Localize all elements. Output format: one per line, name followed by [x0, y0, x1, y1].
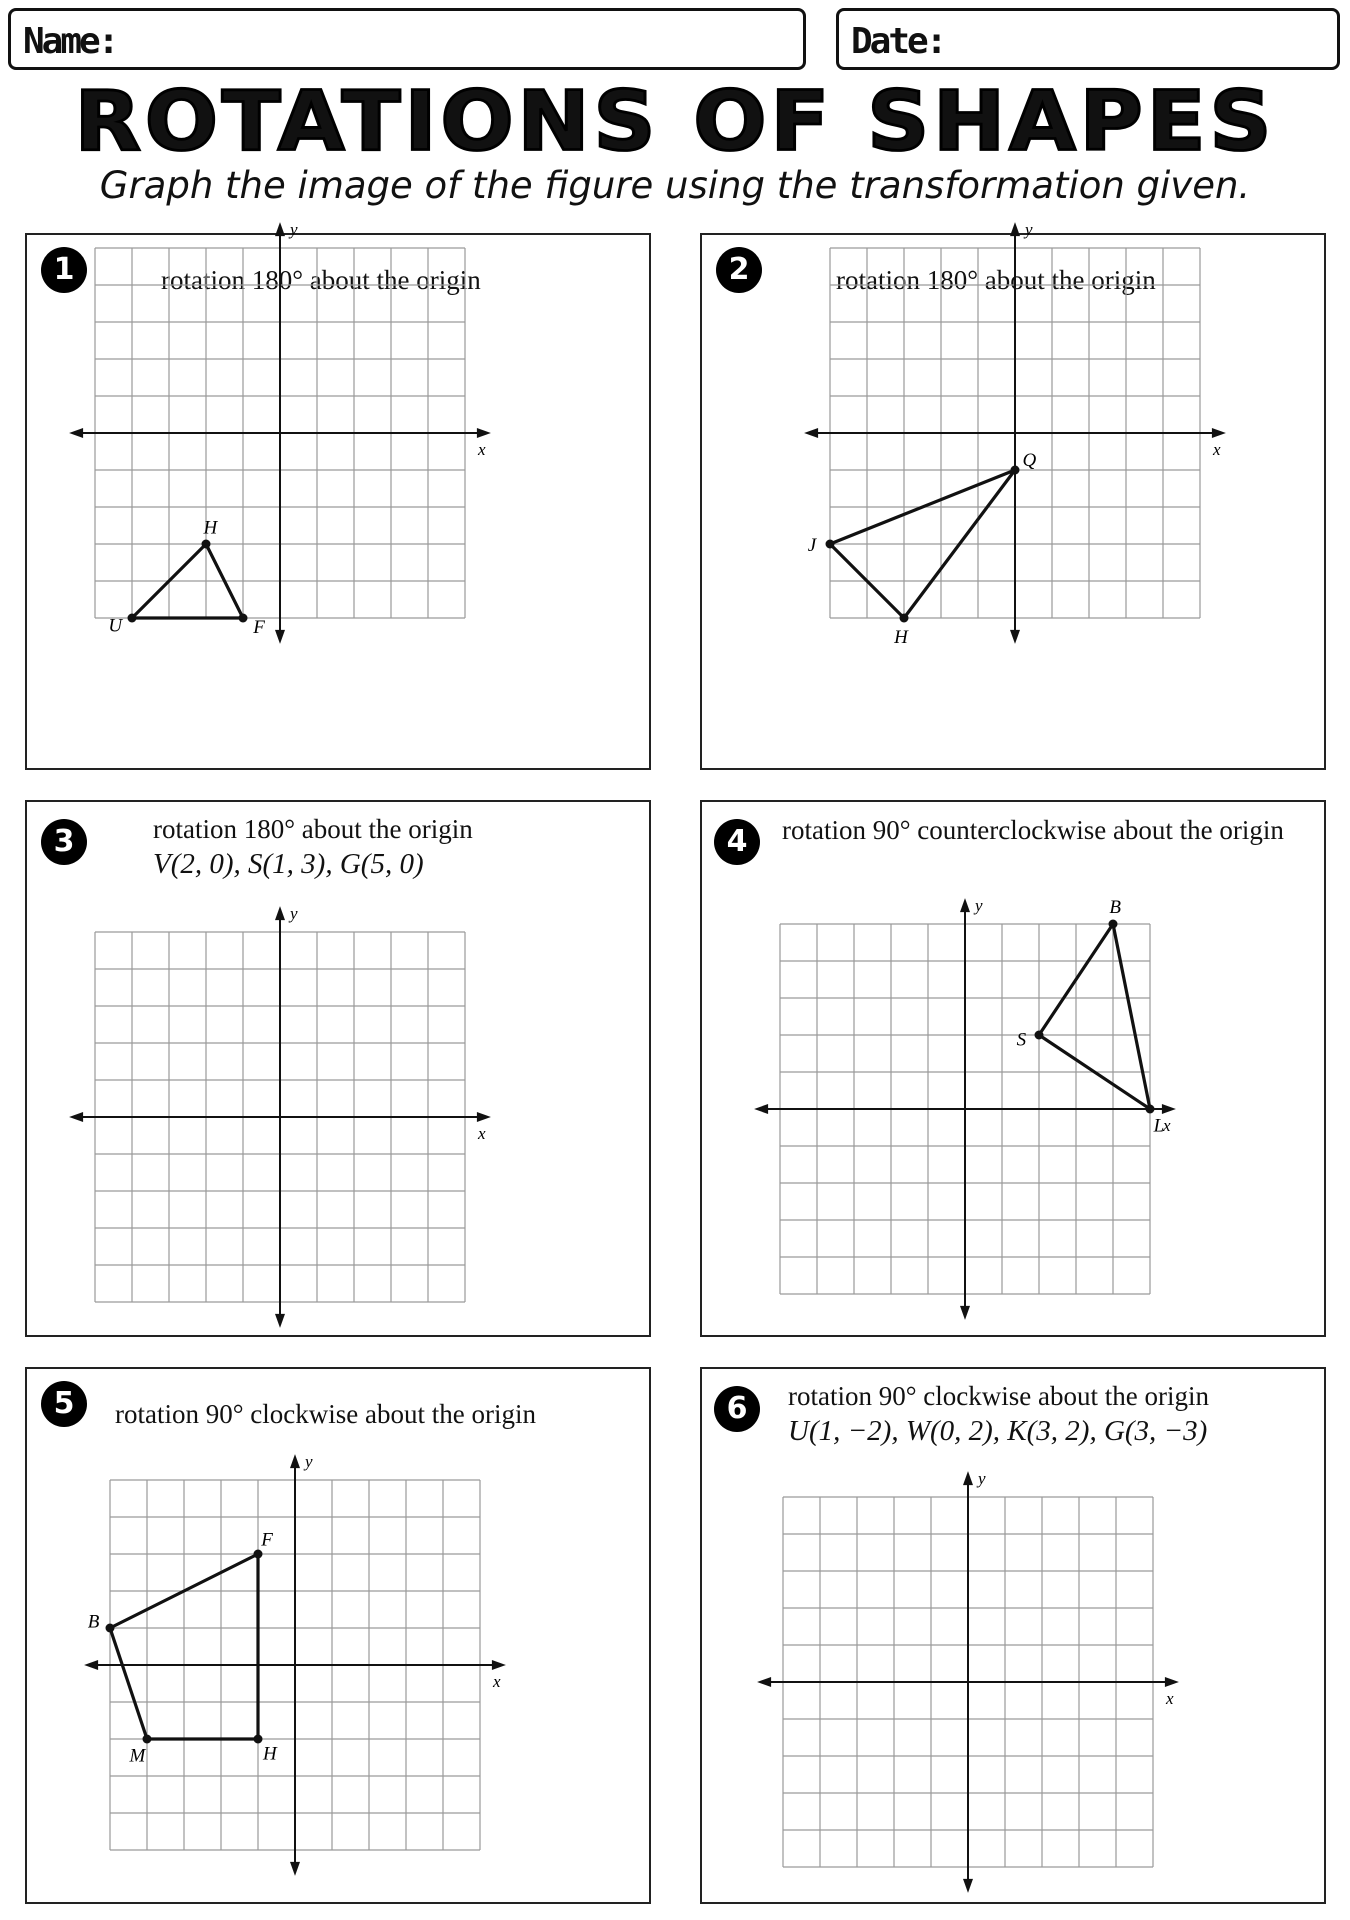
x-axis-arrow-left	[754, 1104, 768, 1114]
x-axis-label: x	[492, 1672, 501, 1691]
vertex-point	[1146, 1105, 1155, 1114]
vertex-label: F	[261, 1529, 273, 1551]
problem-number-badge: 6	[714, 1386, 760, 1432]
vertex-point	[900, 614, 909, 623]
x-axis-arrow-right	[477, 428, 491, 438]
y-axis-arrow-up	[290, 1454, 300, 1468]
vertex-point	[826, 540, 835, 549]
x-axis-label: x	[1165, 1689, 1174, 1708]
y-axis-label: y	[290, 220, 298, 240]
problem-number-badge: 3	[41, 819, 87, 865]
coordinate-grid[interactable]	[702, 220, 1328, 772]
problem-5-panel	[25, 1367, 651, 1904]
vertex-label: B	[1109, 897, 1122, 919]
y-axis-arrow-up	[275, 222, 285, 236]
problem-number-badge: 4	[714, 819, 760, 865]
name-field[interactable]	[8, 8, 806, 70]
vertex-point	[106, 1624, 115, 1633]
x-axis-label: x	[1212, 440, 1221, 459]
x-axis-arrow-right	[492, 1660, 506, 1670]
page-subtitle: Graph the image of the figure using the transformation given.	[99, 164, 1251, 207]
y-axis-arrow-down	[275, 630, 285, 644]
x-axis-label: x	[477, 1124, 486, 1143]
coordinate-grid[interactable]	[27, 220, 653, 772]
problem-instruction: rotation 180° about the origin	[836, 265, 1156, 295]
problem-number-badge: 5	[41, 1381, 87, 1427]
page-title: ROTATIONS OF SHAPES	[74, 74, 1276, 170]
vertex-point	[202, 540, 211, 549]
problem-instruction: rotation 180° about the origin	[161, 265, 481, 295]
y-axis-arrow-up	[960, 898, 970, 912]
y-axis-label: y	[290, 904, 298, 924]
vertex-label: M	[129, 1745, 146, 1767]
vertex-label: B	[87, 1611, 100, 1633]
problem-instruction: rotation 90° clockwise about the origin	[115, 1399, 536, 1429]
vertex-label: U	[108, 615, 123, 637]
vertex-point	[239, 614, 248, 623]
x-axis-arrow-left	[757, 1677, 771, 1687]
vertex-point	[143, 1735, 152, 1744]
date-label: Date:	[851, 21, 945, 62]
problem-1-panel	[25, 220, 651, 770]
vertex-label: F	[253, 617, 265, 639]
date-field[interactable]	[836, 8, 1340, 70]
vertex-point	[128, 614, 137, 623]
vertex-point	[254, 1550, 263, 1559]
vertex-label: Q	[1022, 450, 1037, 472]
name-label: Name:	[23, 21, 117, 62]
vertex-label: H	[894, 626, 908, 648]
y-axis-arrow-down	[290, 1862, 300, 1876]
y-axis-arrow-down	[275, 1314, 285, 1328]
x-axis-arrow-left	[69, 428, 83, 438]
given-coordinates: V(2, 0), S(1, 3), G(5, 0)	[153, 848, 424, 880]
problem-6-panel	[700, 1367, 1326, 1904]
coordinate-grid[interactable]	[27, 802, 653, 1339]
y-axis-label: y	[305, 1452, 313, 1472]
vertex-point	[1109, 920, 1118, 929]
coordinate-grid[interactable]	[702, 802, 1328, 1339]
y-axis-arrow-down	[1010, 630, 1020, 644]
given-coordinates: U(1, −2), W(0, 2), K(3, 2), G(3, −3)	[788, 1415, 1208, 1447]
y-axis-arrow-down	[963, 1879, 973, 1893]
figure-polygon	[1039, 924, 1150, 1109]
x-axis-arrow-right	[1212, 428, 1226, 438]
problem-number-badge: 2	[716, 247, 762, 293]
vertex-label: J	[807, 535, 817, 556]
y-axis-label: y	[1025, 220, 1033, 240]
x-axis-arrow-right	[1162, 1104, 1176, 1114]
vertex-point	[254, 1735, 263, 1744]
problem-3-panel	[25, 800, 651, 1337]
x-axis-arrow-left	[84, 1660, 98, 1670]
problem-instruction: rotation 90° clockwise about the origin	[788, 1381, 1209, 1411]
problem-number-badge: 1	[41, 247, 87, 293]
vertex-point	[1011, 466, 1020, 475]
vertex-label: H	[203, 517, 218, 539]
vertex-label: L	[1153, 1115, 1165, 1137]
x-axis-arrow-left	[69, 1112, 83, 1122]
vertex-label: S	[1016, 1029, 1027, 1051]
vertex-point	[1035, 1031, 1044, 1040]
y-axis-label: y	[975, 896, 983, 916]
coordinate-grid[interactable]	[27, 1369, 653, 1906]
y-axis-arrow-up	[963, 1471, 973, 1485]
y-axis-arrow-up	[275, 906, 285, 920]
y-axis-arrow-down	[960, 1306, 970, 1320]
problem-instruction: rotation 180° about the origin	[153, 814, 473, 844]
x-axis-arrow-right	[477, 1112, 491, 1122]
y-axis-arrow-up	[1010, 222, 1020, 236]
problem-2-panel	[700, 220, 1326, 770]
problem-4-panel	[700, 800, 1326, 1337]
x-axis-arrow-left	[804, 428, 818, 438]
vertex-label: H	[262, 1743, 277, 1765]
x-axis-arrow-right	[1165, 1677, 1179, 1687]
y-axis-label: y	[978, 1469, 986, 1489]
x-axis-label: x	[477, 440, 486, 459]
x-axis-label: x	[1162, 1116, 1171, 1135]
coordinate-grid[interactable]	[702, 1369, 1328, 1906]
problem-instruction: rotation 90° counterclockwise about the origin	[782, 815, 1284, 845]
